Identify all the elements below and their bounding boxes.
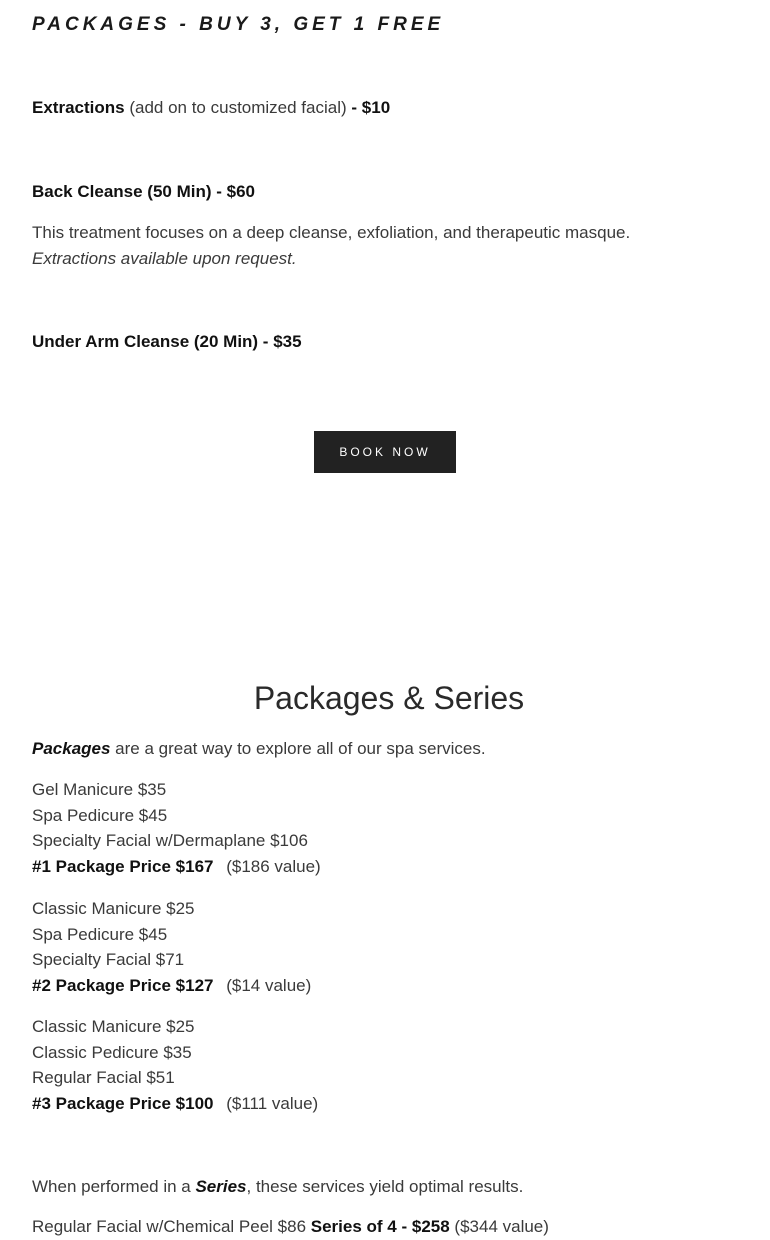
- extractions-name: Extractions: [32, 98, 125, 117]
- series-intro-bold: Series: [195, 1177, 247, 1196]
- back-cleanse-note: Extractions available upon request.: [32, 249, 297, 268]
- back-cleanse-description-block: [32, 220, 710, 272]
- package-1: [32, 777, 321, 879]
- packages-intro: [32, 736, 710, 762]
- extractions-price: - $10: [351, 98, 391, 117]
- package-value: ($186 value): [226, 856, 321, 876]
- package-value: ($111 value): [226, 1093, 319, 1113]
- series-intro-before: When performed in a: [32, 1177, 196, 1196]
- package-2: [32, 896, 311, 998]
- package-item: Classic Manicure $25: [32, 1017, 195, 1036]
- book-now-button[interactable]: BOOK NOW: [314, 431, 456, 473]
- series-intro: [32, 1174, 710, 1200]
- package-item: Gel Manicure $35: [32, 780, 167, 799]
- extractions-note: (add on to customized facial): [129, 98, 347, 117]
- package-3: [32, 1014, 318, 1116]
- package-price: #1 Package Price $167: [32, 856, 214, 876]
- extractions-line: [32, 95, 710, 121]
- package-price-line: [32, 854, 321, 880]
- package-value: ($14 value): [226, 975, 312, 995]
- series-price: Series of 4 - $258: [310, 1217, 450, 1236]
- package-item: Spa Pedicure $45: [32, 805, 168, 825]
- package-item: Spa Pedicure $45: [32, 924, 168, 944]
- back-cleanse-description: This treatment focuses on a deep cleanse, exfoliation, and therapeutic masque.: [32, 223, 631, 242]
- package-item: Regular Facial $51: [32, 1068, 175, 1088]
- promo-heading: PACKAGES - BUY 3, GET 1 FREE: [32, 14, 445, 35]
- package-price: #2 Package Price $127: [32, 975, 214, 995]
- back-cleanse-title: Back Cleanse (50 Min) - $60: [32, 182, 255, 201]
- packages-intro-rest: are a great way to explore all of our spa services.: [110, 739, 486, 758]
- series-first-item: [32, 1214, 710, 1240]
- series-value: ($344 value): [454, 1217, 549, 1236]
- package-price-line: [32, 973, 311, 999]
- series-item: Regular Facial w/Chemical Peel $86: [32, 1217, 307, 1236]
- package-price: #3 Package Price $100: [32, 1093, 214, 1113]
- packages-series-title: Packages & Series: [253, 680, 525, 716]
- package-item: Classic Pedicure $35: [32, 1042, 192, 1062]
- packages-intro-bold: Packages: [32, 739, 111, 758]
- package-item: Classic Manicure $25: [32, 899, 195, 918]
- package-price-line: [32, 1091, 318, 1117]
- series-intro-after: , these services yield optimal results.: [246, 1177, 524, 1196]
- package-item: Specialty Facial w/Dermaplane $106: [32, 831, 308, 851]
- under-arm-title: Under Arm Cleanse (20 Min) - $35: [32, 332, 302, 351]
- package-item: Specialty Facial $71: [32, 950, 185, 970]
